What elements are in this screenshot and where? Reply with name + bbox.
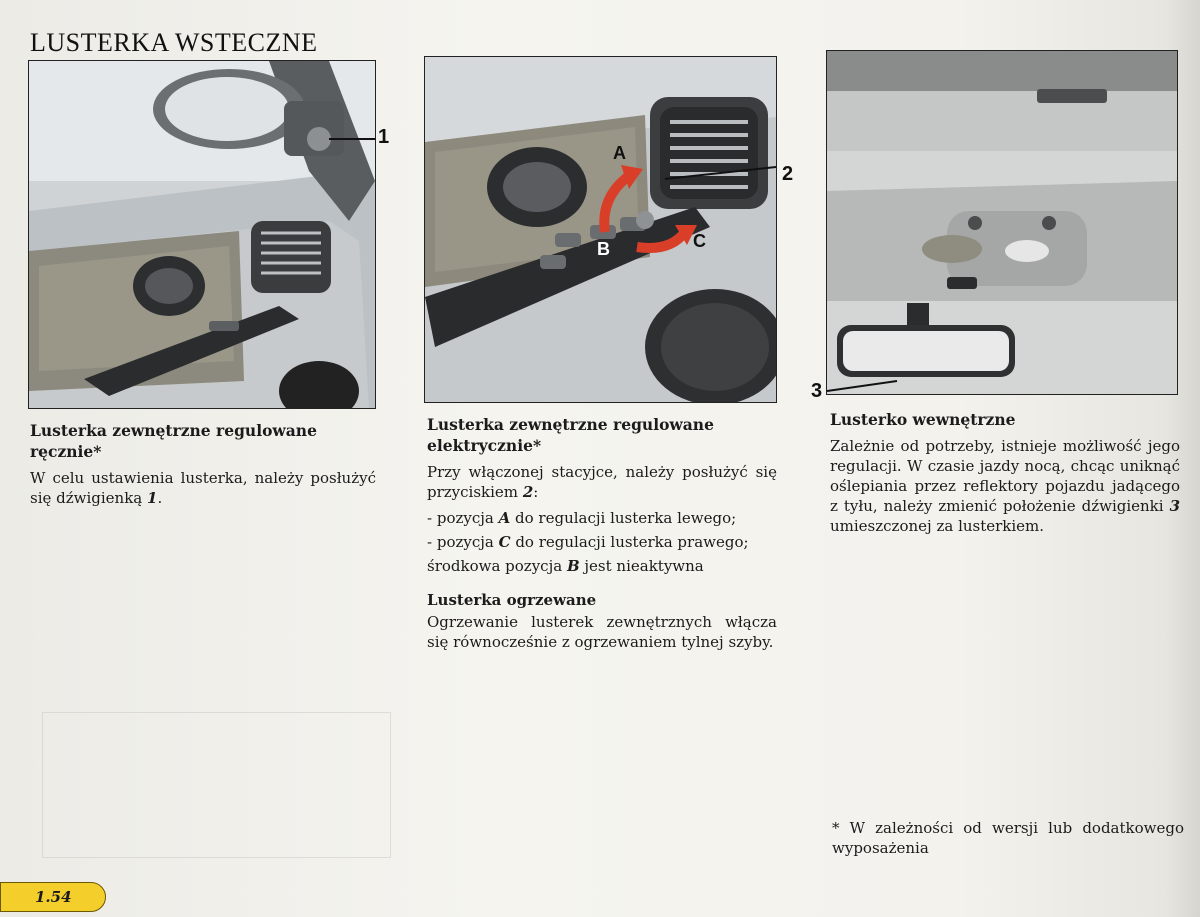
heading-manual-mirror: Lusterka zewnętrzne regulowane ręcznie* bbox=[30, 421, 317, 461]
label-c: C bbox=[693, 231, 706, 251]
callout-2: 2 bbox=[782, 163, 794, 185]
door-mirror-illustration bbox=[29, 61, 375, 408]
figure-interior-mirror bbox=[826, 50, 1178, 395]
heading-interior-mirror: Lusterko wewnętrzne bbox=[830, 410, 1016, 429]
paragraph-heated-mirrors: Ogrzewanie lusterek zewnętrznych włącza się równocześnie z ogrzewaniem tylnej szyby. bbox=[427, 613, 777, 651]
figure-electric-mirror-switch bbox=[424, 56, 777, 403]
footnote: * W zależności od wersji lub dodatkowego wyposażenia bbox=[832, 819, 1184, 857]
column-electric-mirror bbox=[427, 414, 777, 658]
label-a: A bbox=[613, 143, 626, 163]
figure-manual-mirror bbox=[28, 60, 376, 409]
switch-panel-illustration bbox=[425, 57, 776, 402]
page-title: LUSTERKA WSTECZNE bbox=[30, 28, 318, 57]
callout-3: 3 bbox=[811, 380, 823, 402]
page-number: 1.54 bbox=[35, 888, 72, 906]
interior-mirror-illustration bbox=[827, 51, 1177, 394]
page-number-tab bbox=[0, 882, 106, 912]
column-interior-mirror bbox=[830, 409, 1180, 542]
label-b: B bbox=[597, 239, 610, 259]
paragraph-electric-intro: Przy włączonej stacyjce, należy posłużyć się przyciskiem 2: bbox=[427, 463, 777, 501]
list-item: - pozycja C do regulacji lusterka prawego; bbox=[427, 533, 749, 551]
paragraph-interior-mirror: Zależnie od potrzeby, istnieje możliwość jego regulacji. W czasie jazdy nocą, chcąc uniknąć oślepiania przez reflektory pojazdu jadącego z tyłu, należy zmienić położenie dźwigienki 3 umieszczonej za lusterkiem. bbox=[830, 437, 1180, 535]
list-item: - pozycja A do regulacji lusterka lewego; bbox=[427, 509, 737, 527]
paragraph-manual-mirror: W celu ustawienia lusterka, należy posłużyć się dźwigienką 1. bbox=[30, 469, 376, 507]
bleed-through-box bbox=[42, 712, 391, 858]
heading-heated-mirrors: Lusterka ogrzewane bbox=[427, 591, 597, 609]
column-manual-mirror bbox=[30, 420, 376, 514]
callout-1: 1 bbox=[378, 126, 390, 148]
list-item: środkowa pozycja B jest nieaktywna bbox=[427, 557, 704, 575]
heading-electric-mirror: Lusterka zewnętrzne regulowane elektrycznie* bbox=[427, 415, 714, 455]
